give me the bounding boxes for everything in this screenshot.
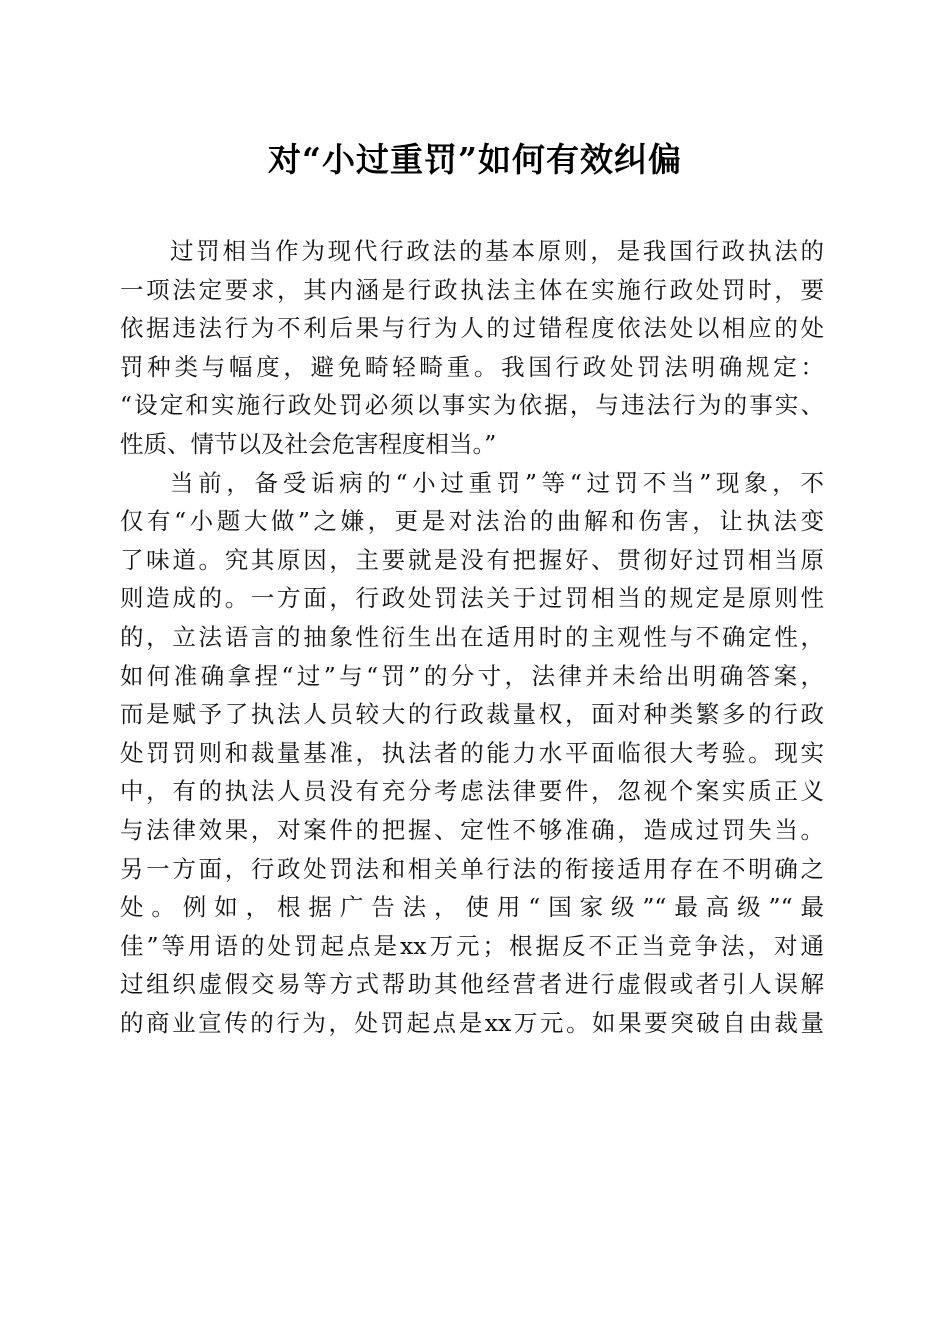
paragraph-1-line: 罚种类与幅度，避免畸轻畸重。我国行政处罚法明确规定： <box>120 352 824 381</box>
paragraph-2-line: 则造成的。一方面，行政处罚法关于过罚相当的规定是原则性 <box>120 584 824 613</box>
paragraph-1-line: “设定和实施行政处罚必须以事实为依据，与违法行为的事实、 <box>120 391 824 420</box>
paragraph-2-line: 当前，备受诟病的“小过重罚”等“过罚不当”现象，不 <box>170 468 824 497</box>
document-title: 对“小过重罚”如何有效纠偏 <box>268 140 682 179</box>
paragraph-2-line: 处。例如，根据广告法，使用“国家级”“最高级”“最 <box>120 893 824 922</box>
paragraph-2-line: 了味道。究其原因，主要就是没有把握好、贯彻好过罚相当原 <box>120 545 824 574</box>
document-body <box>120 232 824 1042</box>
paragraph-1-line: 性质、情节以及社会危害程度相当。” <box>120 429 497 458</box>
paragraph-2-line: 处罚罚则和裁量基准，执法者的能力水平面临很大考验。现实 <box>120 738 824 767</box>
paragraph-1-line: 依据违法行为不利后果与行为人的过错程度依法处以相应的处 <box>120 314 824 343</box>
paragraph-2-line: 的，立法语言的抽象性衍生出在适用时的主观性与不确定性， <box>120 622 824 651</box>
paragraph-2-line: 另一方面，行政处罚法和相关单行法的衔接适用存在不明确之 <box>120 854 824 883</box>
paragraph-1-line: 过罚相当作为现代行政法的基本原则，是我国行政执法的 <box>170 237 824 265</box>
paragraph-1-line: 一项法定要求，其内涵是行政执法主体在实施行政处罚时，要 <box>120 275 824 304</box>
paragraph-2-line: 过组织虚假交易等方式帮助其他经营者进行虚假或者引人误解 <box>120 970 824 999</box>
paragraph-2-line: 而是赋予了执法人员较大的行政裁量权，面对种类繁多的行政 <box>120 700 824 729</box>
paragraph-2-line: 如何准确拿捏“过”与“罚”的分寸，法律并未给出明确答案， <box>120 661 824 690</box>
paragraph-2-line: 中，有的执法人员没有充分考虑法律要件，忽视个案实质正义 <box>120 777 824 806</box>
paragraph-2-line: 的商业宣传的行为，处罚起点是xx万元。如果要突破自由裁量 <box>120 1008 824 1037</box>
paragraph-2-line: 与法律效果，对案件的把握、定性不够准确，造成过罚失当。 <box>120 815 824 844</box>
paragraph-2-line: 佳”等用语的处罚起点是xx万元；根据反不正当竞争法，对通 <box>120 931 824 960</box>
paragraph-2-line: 仅有“小题大做”之嫌，更是对法治的曲解和伤害，让执法变 <box>120 507 824 536</box>
